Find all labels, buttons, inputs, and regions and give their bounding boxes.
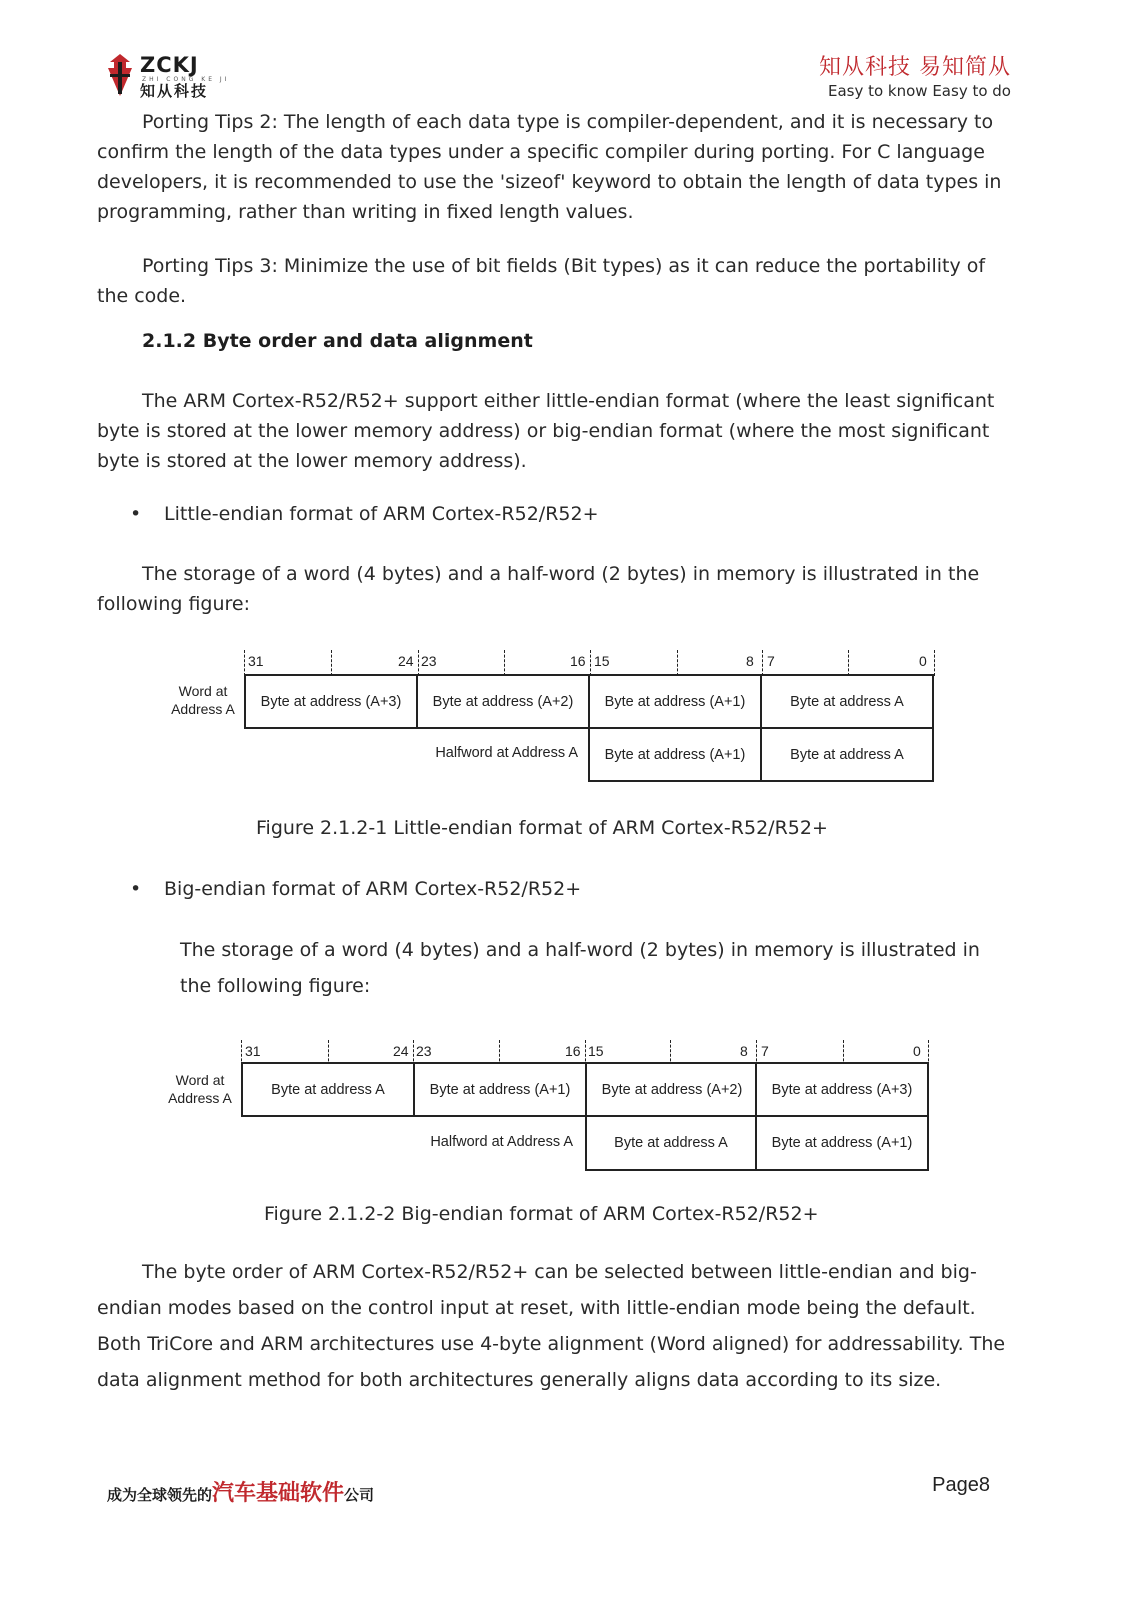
slogan-english: Easy to know Easy to do (827, 82, 1011, 100)
bullet-dot-icon: • (130, 878, 142, 900)
figure-caption-1: Figure 2.1.2-1 Little-endian format of ARM Cortex-R52/R52+ (256, 817, 828, 839)
bit-label: 0 (913, 1043, 921, 1059)
storage-paragraph-1: The storage of a word (4 bytes) and a half-word (2 bytes) in memory is illustrated in the following figure: (97, 563, 980, 615)
logo-chinese-text: 知从科技 (140, 82, 209, 100)
bit-label: 23 (421, 653, 437, 669)
bit-label: 8 (740, 1043, 748, 1059)
header-slogan (819, 54, 1011, 100)
figure-big-endian (157, 1038, 957, 1188)
footer-slogan: 成为全球领先的汽车基础软件公司 (107, 1481, 375, 1506)
word-byte-cell: Byte at address (A+2) (416, 674, 590, 729)
word-address-label: Word at Address A (171, 683, 235, 717)
closing-paragraph: The byte order of ARM Cortex-R52/R52+ can be selected between little-endian and big-endian modes based on the control input at reset, with little-endian mode being the default. Both TriCore and ARM architectures use 4-byte alignment (Word aligned) for addressability. The data alignment method for both architectures generally aligns data according to its size. (97, 1261, 1006, 1391)
bit-label: 16 (570, 653, 586, 669)
word-byte-cell: Byte at address A (760, 674, 934, 729)
slogan-chinese: 知从科技 易知简从 (819, 55, 1011, 80)
bit-label: 0 (919, 653, 927, 669)
logo-pinyin-text: ZHI CONG KE JI (142, 76, 230, 83)
figure-caption-2: Figure 2.1.2-2 Big-endian format of ARM Cortex-R52/R52+ (264, 1203, 819, 1225)
bit-label: 31 (248, 653, 264, 669)
logo-latin-text: ZCKJ (140, 53, 199, 77)
bullet-label: Little-endian format of ARM Cortex-R52/R52+ (164, 503, 599, 525)
word-byte-cell: Byte at address (A+3) (755, 1062, 929, 1117)
bit-label: 24 (398, 653, 414, 669)
bit-label: 31 (245, 1043, 261, 1059)
bit-label: 15 (594, 653, 610, 669)
halfword-address-label: Halfword at Address A (430, 1134, 573, 1150)
halfword-address-label: Halfword at Address A (435, 745, 578, 761)
bit-label: 16 (565, 1043, 581, 1059)
bit-label: 7 (767, 653, 775, 669)
storage-paragraph-2: The storage of a word (4 bytes) and a half-word (2 bytes) in memory is illustrated in the following figure: (180, 939, 980, 997)
porting-tips-3: Porting Tips 3: Minimize the use of bit fields (Bit types) as it can reduce the portability of the code. (97, 255, 986, 307)
halfword-byte-cell: Byte at address (A+1) (755, 1115, 929, 1171)
bit-label: 8 (746, 653, 754, 669)
page-number: Page8 (932, 1474, 990, 1496)
bit-label: 23 (416, 1043, 432, 1059)
porting-tips-2: Porting Tips 2: The length of each data type is compiler-dependent, and it is necessary to confirm the length of the data types under a specific compiler during porting. For C language developers, it is recommended to use the 'sizeof' keyword to obtain the length of data types in programming, rather than writing in fixed length values. (97, 111, 1002, 223)
word-address-label: Word at Address A (168, 1072, 232, 1106)
word-byte-cell: Byte at address (A+1) (413, 1062, 587, 1117)
halfword-byte-cell: Byte at address A (585, 1115, 757, 1171)
bit-label: 24 (393, 1043, 409, 1059)
company-logo (106, 52, 246, 100)
bullet-label: Big-endian format of ARM Cortex-R52/R52+ (164, 878, 582, 900)
halfword-byte-cell: Byte at address A (760, 727, 934, 782)
section-heading: 2.1.2 Byte order and data alignment (142, 330, 533, 352)
intro-paragraph: The ARM Cortex-R52/R52+ support either little-endian format (where the least significant byte is stored at the lower memory address) or big-endian format (where the most significant byte is stored at the lower memory address). (97, 390, 995, 472)
word-byte-cell: Byte at address (A+2) (585, 1062, 759, 1117)
bullet-dot-icon: • (130, 503, 142, 525)
halfword-byte-cell: Byte at address (A+1) (588, 727, 762, 782)
word-byte-cell: Byte at address (A+3) (244, 674, 418, 729)
logo-emblem-icon (106, 52, 134, 98)
word-byte-cell: Byte at address (A+1) (588, 674, 762, 729)
bit-label: 15 (588, 1043, 604, 1059)
bit-label: 7 (761, 1043, 769, 1059)
word-byte-cell: Byte at address A (241, 1062, 415, 1117)
figure-little-endian (160, 648, 960, 798)
